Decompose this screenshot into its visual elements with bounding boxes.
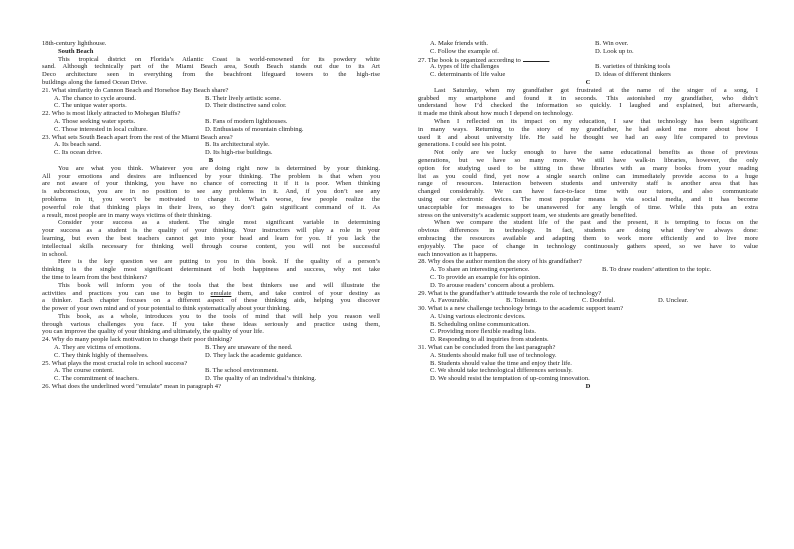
section-marker-b: B	[208, 156, 214, 164]
option-b: B. Fans of modern lighthouses.	[205, 117, 288, 125]
section-marker-c: C	[585, 78, 591, 86]
text-run: activities and practices you can use to begin to	[42, 289, 211, 297]
paragraph-line: enjoyably. The pace of change in technology continuously gathers speed, so we have to value	[418, 242, 758, 250]
paragraph-line: problems in it, you won’t be motivated to change it. What’s worse, few people realize the	[42, 195, 380, 203]
option-d: D. Unclear.	[658, 297, 689, 305]
option-c: C. To provide an example for his opinion.	[430, 273, 541, 281]
option-a: A. They are victims of emotions.	[54, 344, 141, 352]
question-text-end: .	[548, 56, 551, 64]
question-30: 30. What is a new challenge technology brings to the academic support team?	[418, 305, 624, 313]
options-row	[42, 95, 380, 103]
option-b: B. They are unaware of the need.	[205, 344, 293, 352]
option-d: D. ideas of different thinkers	[595, 71, 671, 79]
paragraph-line: obvious differences in technology. In fact, students are doing what they’ve always done:	[418, 227, 758, 235]
paragraph-line: grabbed my smartphone and found it in seconds. This astonished my grandfather, who didn’t	[418, 94, 758, 102]
option-c: C. Those interested in local culture.	[54, 125, 148, 133]
option-c: C. The commitment of teachers.	[54, 375, 139, 383]
options-row	[42, 367, 380, 375]
option-a: A. Those seeking water sports.	[54, 117, 136, 125]
options-row	[418, 297, 758, 305]
paragraph-line: your success as a student is the quality of your thinking. Your instructors will play a role in your	[42, 227, 380, 235]
question-21: 21. What similarity do Cannon Beach and Horsehoe Bay Beach share?	[42, 86, 229, 94]
option-c: C. Its ocean drive.	[54, 149, 103, 157]
option-b: B. Tolerant.	[506, 297, 538, 305]
question-28: 28. Why does the author mention the story of his grandfather?	[418, 258, 582, 266]
question-26: 26. What does the underlined word "emulate" mean in paragraph 4?	[42, 383, 222, 391]
option-a: A. types of life challenges	[430, 63, 500, 71]
option-a: A. The course content.	[54, 367, 114, 375]
option-a: A. Favourable.	[430, 297, 470, 305]
paragraph-line: Deco architecture seen in everything from the beachfront lifeguard towers to the high-rise	[42, 71, 380, 79]
paragraph-line: Last Saturday, when my grandfather got frustrated at the name of the singer of a song, I	[434, 86, 758, 94]
paragraph-line: using our electronic devices. The most popular means is via social media, and it has become	[418, 195, 758, 203]
option-c: C. The unique water sports.	[54, 102, 127, 110]
option-d: D. Enthusiasts of mountain climbing.	[205, 125, 304, 133]
options-row	[418, 48, 758, 56]
paragraph-line: are not aware of your thinking, you have no chance of correcting it if it is poor. When thinking	[42, 180, 380, 188]
paragraph-line: you can improve the quality of your thinking and ultimately, the quality of your life.	[42, 328, 264, 336]
options-row	[418, 71, 758, 79]
question-24: 24. Why do many people lack motivation to change their poor thinking?	[42, 336, 233, 344]
option-d: D. Responding to all inquiries from students.	[430, 336, 549, 344]
option-c: C. determinants of life value	[430, 71, 506, 79]
paragraph-line: Consider your success as a student. The single most significant variable in determining	[58, 219, 380, 227]
paragraph-line: through various challenges you face. If you take these ideas seriously and practice using them,	[42, 320, 380, 328]
paragraph-line: Here is the key question we are putting to you in this book. If the quality of a person’s	[58, 258, 380, 266]
option-d: D. They lack the academic guidance.	[205, 351, 303, 359]
option-d: D. We should resist the temptation of up-coming innovation.	[430, 375, 590, 383]
options-row	[42, 344, 380, 352]
option-b: B. Scheduling online communication.	[430, 320, 530, 328]
paragraph-line: thinking is the single most significant determinant of both happiness and success, why not take	[42, 266, 380, 274]
paragraph-line: intellectual skills necessary for thinking well through course content, you will not be successful	[42, 242, 380, 250]
section-marker-d: D	[585, 383, 591, 391]
paragraph-line: generations. I could see his point.	[418, 141, 507, 149]
paragraph-line: unacceptable for messages to be unanswered for any length of time. While this puts an extra	[418, 203, 758, 211]
paragraph-line: This book, as a whole, introduces you to the tools of mind that will help you reason well	[58, 312, 380, 320]
question-text: 27. The book is organized according to	[418, 56, 521, 64]
options-row	[418, 266, 758, 274]
option-a: A. Students should make full use of technology.	[430, 351, 557, 359]
options-row	[42, 375, 380, 383]
text-line: 18th-century lighthouse.	[42, 40, 107, 47]
option-d: D. The quality of an individual’s thinking.	[205, 375, 317, 383]
paragraph-line: buildings along the famed Ocean Drive.	[42, 78, 148, 86]
option-b: B. Students should value the time and enjoy their life.	[430, 359, 572, 367]
text-run: them, and take control of your destiny as	[231, 289, 380, 297]
paragraph-line: a thinker. Each chapter focuses on a different aspect of these thinking aids, helping you discover	[42, 297, 380, 305]
paragraph-line: option for studying used to be sitting in these libraries with as many books from your reading	[418, 164, 758, 172]
paragraph-line: All your emotions and desires are influenced by your thinking. The problem is that when you	[42, 172, 380, 180]
paragraph-line: the time to learn from the best thinkers?	[42, 273, 148, 281]
paragraph-line: the power of your own mind and of your potential to think systematically about your thinking.	[42, 305, 291, 313]
section-heading: South Beach	[58, 47, 94, 55]
option-b: B. Its architectural style.	[205, 141, 270, 149]
paragraph-line: Not only are we lucky enough to have the same educational benefits as those of previous	[434, 149, 758, 157]
paragraph-line: stress on the university’s academic support team, we students are greatly benefited.	[418, 211, 638, 219]
paragraph-line: This book will inform you of the tools that the best thinkers use and will illustrate the	[58, 281, 380, 289]
option-a: A. Using various electronic devices.	[430, 312, 526, 320]
paragraph-line: When I reflected on its impact on my education, I saw that technology has been significant	[434, 117, 758, 125]
option-b: B. Their lively artistic scene.	[205, 94, 282, 102]
option-d: D. To arouse readers’ concern about a problem.	[430, 281, 555, 289]
options-row	[418, 63, 758, 71]
paragraph-line: When we compare the student life of the past and the present, it is tempting to focus on the	[434, 219, 758, 227]
paragraph-line: is subconscious, you are in no position to see any problems in it. And, if you don’t see any	[42, 188, 380, 196]
option-b: B. Win over.	[595, 40, 629, 47]
option-d: D. Look up to.	[595, 47, 634, 55]
option-c: C. They think highly of themselves.	[54, 351, 149, 359]
option-c: C. Follow the example of.	[430, 47, 499, 55]
question-31: 31. What can be concluded from the last paragraph?	[418, 344, 556, 352]
paragraph-line: sand. Although technically part of the Miami Beach area, South Beach stands out due to its Art	[42, 63, 380, 71]
paragraph-line: list as you could find, yet now a single search online can immediately provide access to a huge	[418, 172, 758, 180]
paragraph-line: a result, most people are in many ways victims of their thinking.	[42, 211, 212, 219]
question-23: 23. What sets South Beach apart from the rest of the Miami Beach area?	[42, 133, 233, 141]
underlined-word: emulate	[210, 289, 232, 297]
options-row	[42, 352, 380, 360]
option-a: A. Its beach sand.	[54, 141, 102, 149]
answer-blank	[523, 56, 549, 62]
option-b: B. To draw readers’ attention to the topic.	[602, 266, 712, 274]
paragraph-line: generations, but we have so many more. We still have walk-in libraries, however, the only	[418, 156, 758, 164]
option-b: B. varieties of thinking tools	[595, 63, 671, 71]
paragraph-line: embracing the resources available and adapting them to work more efficiently and to live more	[418, 234, 758, 242]
options-row	[42, 141, 380, 149]
paragraph-line: each innovation as it happens.	[418, 250, 498, 258]
option-b: B. The school environment.	[205, 367, 279, 375]
option-a: A. The chance to cycle around.	[54, 94, 137, 102]
question-29: 29. What is the grandfather’s attitude towards the role of technology?	[418, 289, 602, 297]
left-column	[42, 40, 380, 391]
question-22: 22. Who is most likely attracted to Mohegan Bluffs?	[42, 110, 181, 118]
options-row	[42, 102, 380, 110]
paragraph-line: in many ways. Returning to the story of my grandfather, he had asked me more about how I	[418, 125, 758, 133]
option-d: D. Their distinctive sand color.	[205, 102, 287, 110]
options-row	[418, 40, 758, 48]
options-row	[42, 126, 380, 134]
options-row	[42, 118, 380, 126]
paragraph-line: learning, but even the best teachers cannot get into your head and learn for you. If you lack the	[42, 234, 380, 242]
paragraph-line: This tropical district on Florida’s Atlantic Coast is world-renowned for its powdery white	[58, 55, 380, 63]
paragraph-line: changed considerably. We can have face-to-face time with our tutors, and also communicate	[418, 188, 758, 196]
paragraph-line: You are what you think. Whatever you are doing right now is determined by your thinking.	[58, 164, 380, 172]
paragraph-line: range of resources. Interaction between students and university staff is another area that has	[418, 180, 758, 188]
option-c: C. Doubtful.	[582, 297, 616, 305]
question-27	[418, 56, 758, 64]
paragraph-line: it made me think about how much I depend on technology.	[418, 110, 574, 118]
paragraph-line: powerful role that thinking plays in their lives, so they don’t gain significant command of it. As	[42, 203, 380, 211]
option-a: A. To share an interesting experience.	[430, 266, 530, 274]
option-c: C. We should take technological differences seriously.	[430, 367, 573, 375]
paragraph-line: used it and about university life. He said he thought we had an easy life compared to previous	[418, 133, 758, 141]
right-column	[418, 40, 758, 391]
paragraph-line: in school.	[42, 250, 68, 258]
paragraph-line: understand how I’d checked the information so quickly. I laughed and explained, but afterwards,	[418, 102, 758, 110]
option-d: D. Its high-rise buildings.	[205, 149, 273, 157]
option-c: C. Providing more flexible reading lists.	[430, 328, 537, 336]
question-25: 25. What plays the most crucial role in school success?	[42, 359, 188, 367]
options-row	[42, 149, 380, 157]
paragraph-line	[42, 290, 380, 298]
option-a: A. Make friends with.	[430, 40, 489, 47]
